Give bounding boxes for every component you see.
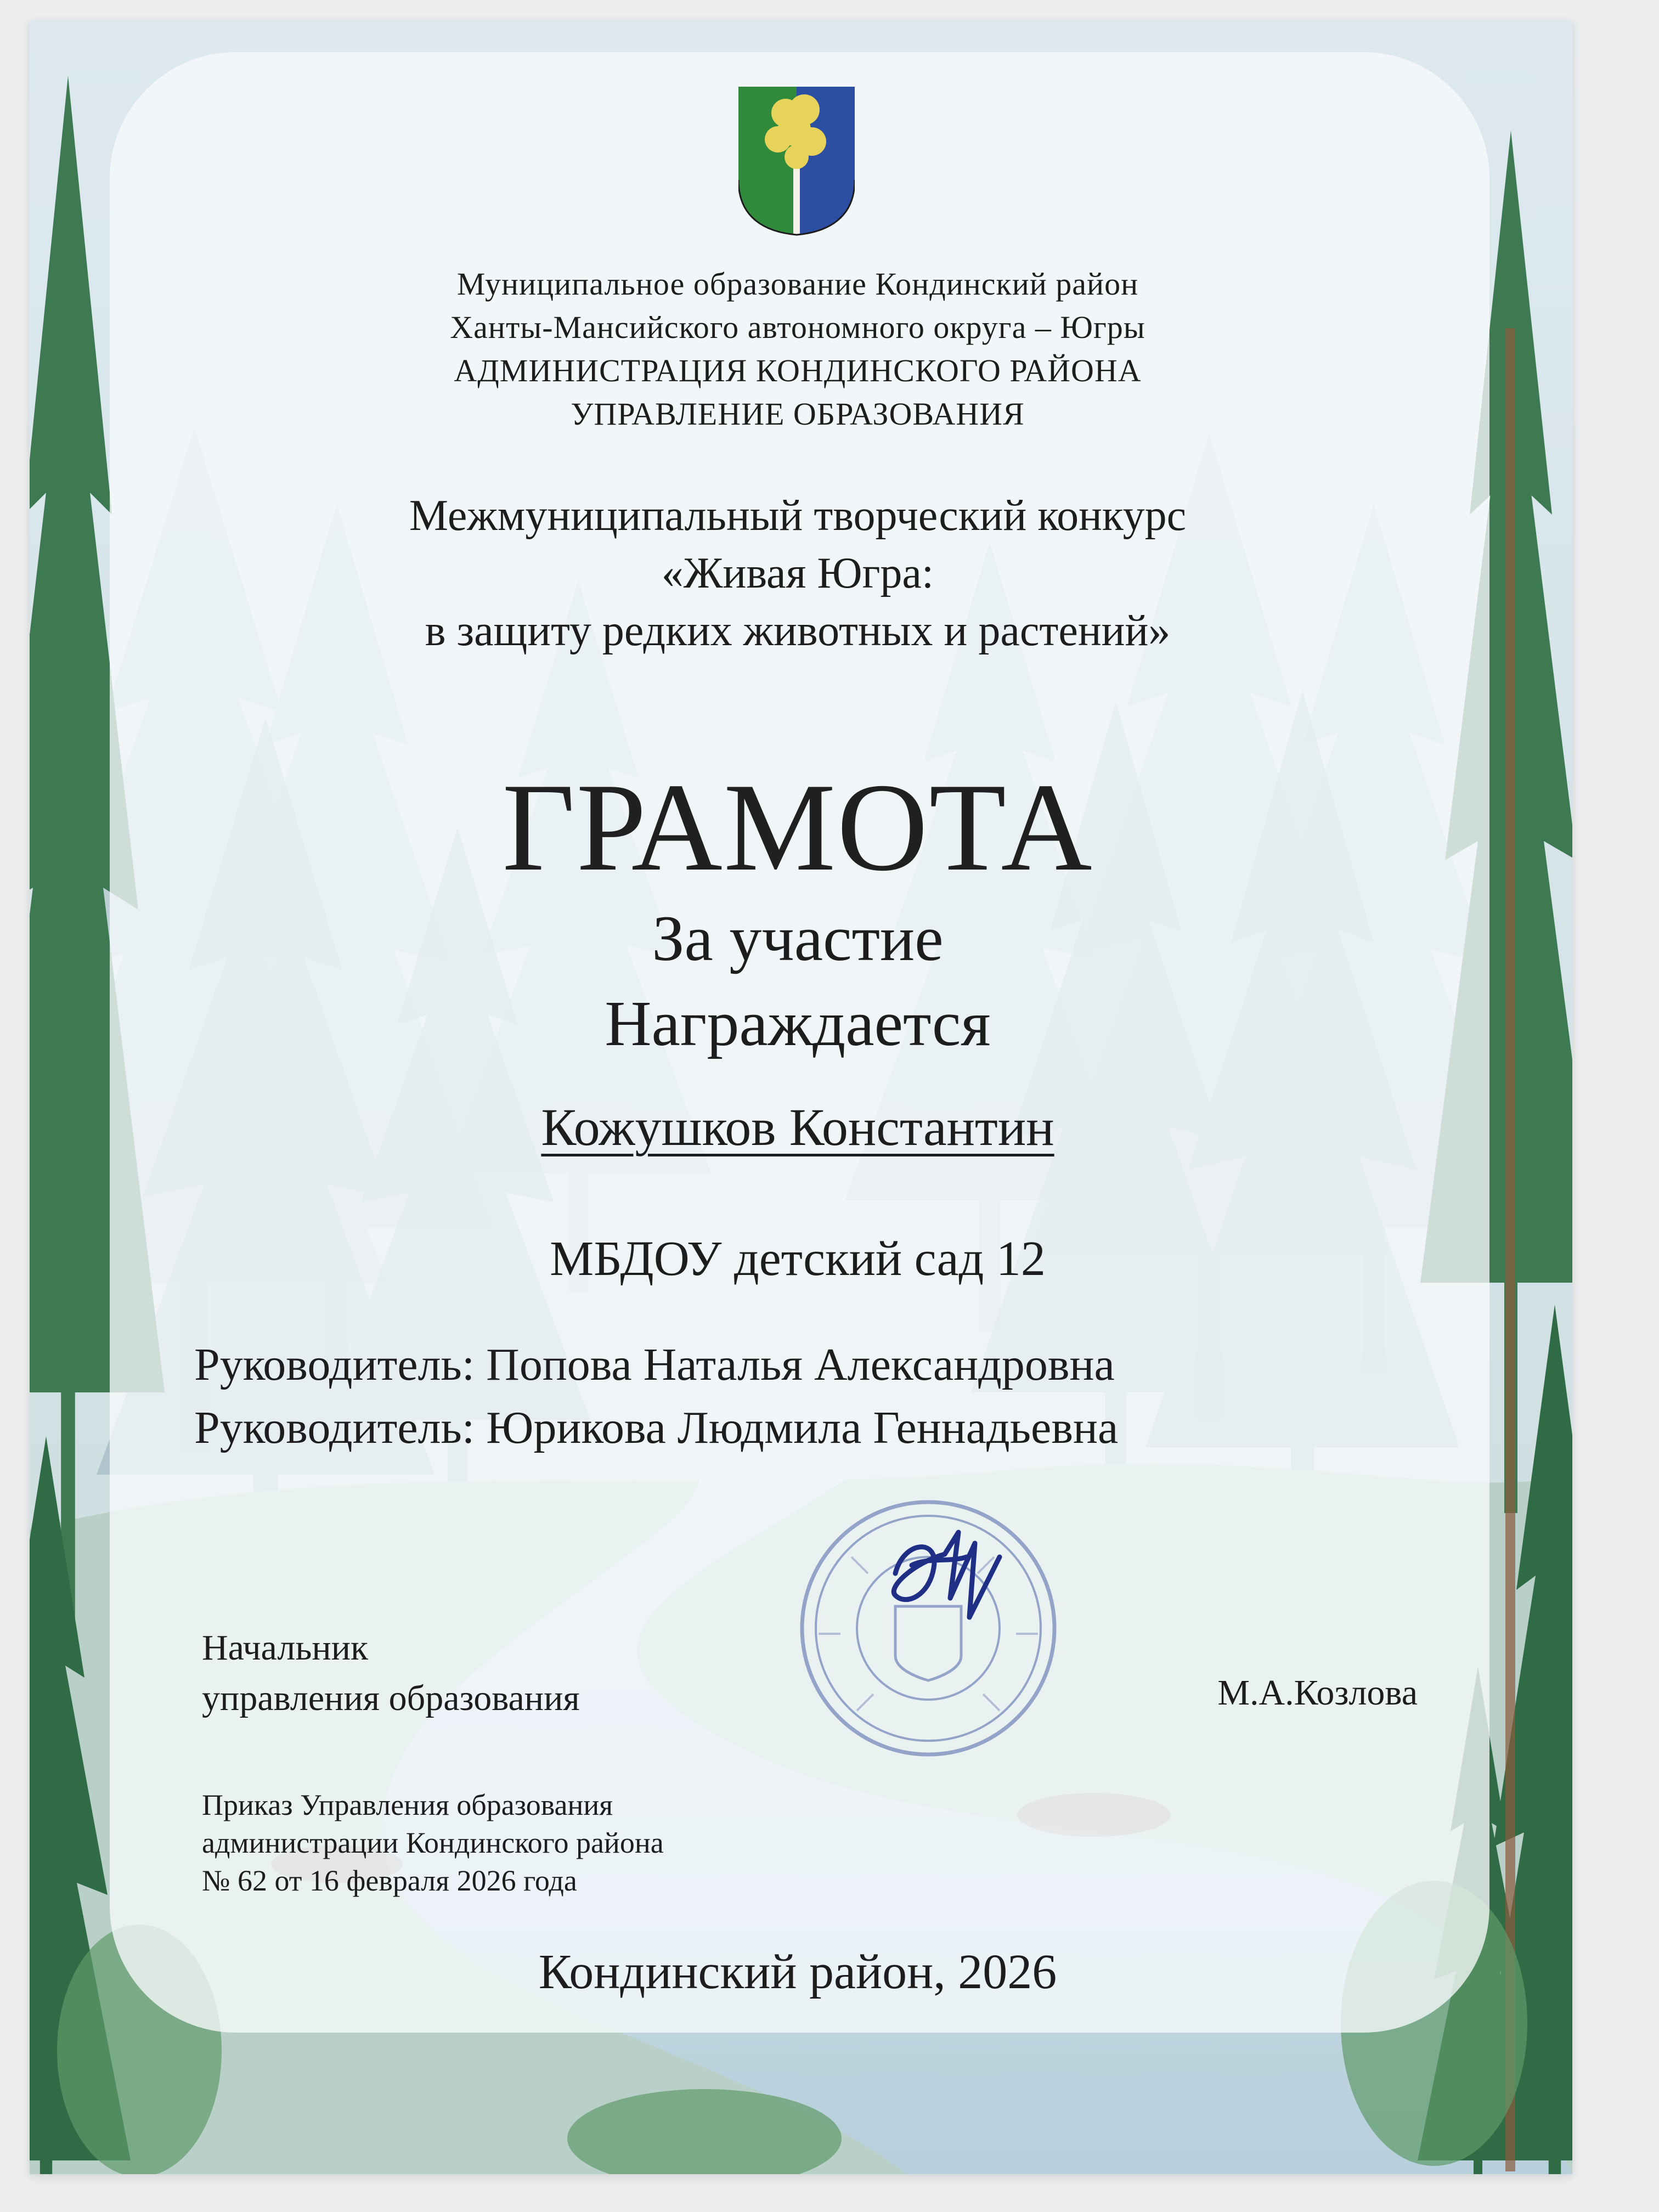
order-line: администрации Кондинского района xyxy=(202,1826,664,1859)
awarded-label: Награждается xyxy=(605,988,991,1059)
institution-name: МБДОУ детский сад 12 xyxy=(550,1232,1046,1286)
official-round-seal-icon xyxy=(786,1480,1071,1765)
certificate-sheet xyxy=(30,21,1572,2174)
recipient-name: Кожушков Константин xyxy=(541,1098,1054,1156)
contest-subtitle-line: в защиту редких животных и растений» xyxy=(425,607,1171,655)
contest-name-line: Межмуниципальный творческий конкурс xyxy=(409,492,1187,540)
handwritten-signature-icon xyxy=(894,1532,1000,1617)
signatory-position-line: управления образования xyxy=(202,1678,580,1718)
municipality-line: Муниципальное образование Кондинский район xyxy=(456,266,1139,302)
place-and-year: Кондинский район, 2026 xyxy=(538,1945,1057,1999)
kondinsky-district-coat-of-arms-icon xyxy=(738,87,855,251)
certificate-title: ГРАМОТА xyxy=(502,757,1093,897)
signatory-position xyxy=(202,1623,805,1724)
supervisor-line: Руководитель: Юрикова Людмила Геннадьевна xyxy=(194,1402,1119,1453)
administration-line: АДМИНИСТРАЦИЯ КОНДИНСКОГО РАЙОНА xyxy=(454,353,1142,388)
contest-title-line: «Живая Югра: xyxy=(661,549,934,597)
signatory-position-line: Начальник xyxy=(202,1628,369,1668)
education-department-line: УПРАВЛЕНИЕ ОБРАЗОВАНИЯ xyxy=(571,396,1025,432)
award-reason: За участие xyxy=(652,902,944,974)
okrug-line: Ханты-Мансийского автономного округа – Югры xyxy=(450,309,1146,345)
supervisor-line: Руководитель: Попова Наталья Александровна xyxy=(194,1339,1115,1390)
order-line: № 62 от 16 февраля 2026 года xyxy=(202,1864,577,1897)
order-reference xyxy=(202,1786,915,1900)
order-line: Приказ Управления образования xyxy=(202,1788,613,1821)
signatory-name: М.А.Козлова xyxy=(1217,1673,1418,1713)
